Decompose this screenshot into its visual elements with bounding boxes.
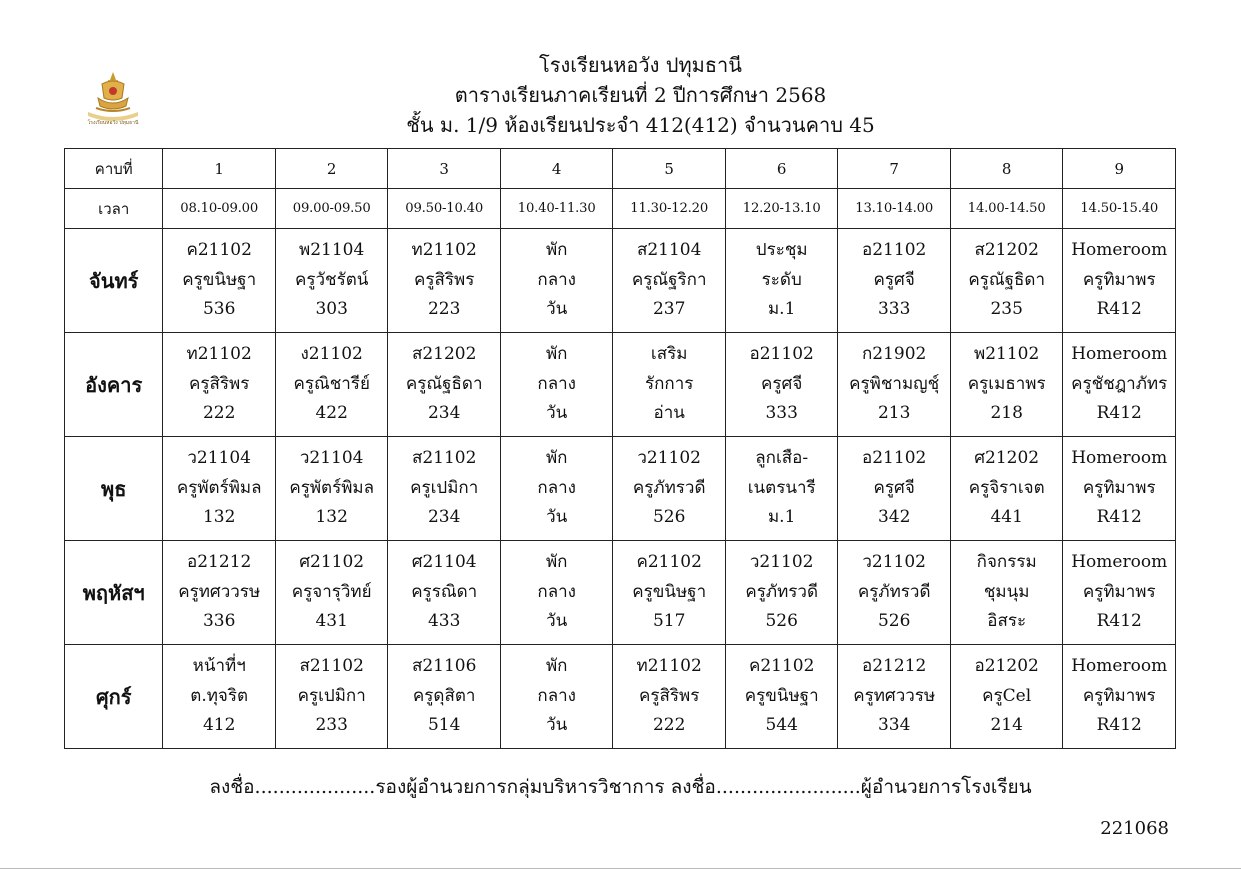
subject-code: พัก <box>545 448 568 469</box>
subject-code: ส21102 <box>299 656 364 677</box>
subject-code: ท21102 <box>186 344 252 365</box>
teacher-name: ชุมนุม <box>983 581 1030 602</box>
subject-code: อ21102 <box>862 448 927 469</box>
class-slot <box>613 645 726 749</box>
teacher-name: ครูทิมาพร <box>1082 477 1156 498</box>
subject-code: ท21102 <box>411 240 477 261</box>
time-label: เวลา <box>65 189 163 229</box>
room-number: 433 <box>427 611 461 632</box>
teacher-name: ครูศจี <box>873 477 915 498</box>
teacher-name: กลาง <box>537 581 576 602</box>
period-time: 14.50-15.40 <box>1063 189 1176 229</box>
room-number: 213 <box>877 403 911 424</box>
subject-code: ศ21202 <box>974 448 1040 469</box>
class-info: ชั้น ม. 1/9 ห้องเรียนประจำ 412(412) จำนวนคาบ 45 <box>406 113 875 137</box>
class-slot <box>275 229 388 333</box>
class-slot <box>950 437 1063 541</box>
teacher-name: ครูศจี <box>761 373 803 394</box>
subject-code: ค21102 <box>636 552 702 573</box>
teacher-name: ครูขนิษฐา <box>182 269 257 290</box>
teacher-name: กลาง <box>537 477 576 498</box>
period-number: 7 <box>838 149 951 189</box>
teacher-name: ครูศจี <box>873 269 915 290</box>
class-slot <box>725 229 838 333</box>
class-slot <box>500 645 613 749</box>
period-number: 8 <box>950 149 1063 189</box>
teacher-name: ต.ทุจริต <box>190 685 249 706</box>
period-time: 09.00-09.50 <box>275 189 388 229</box>
subject-code: อ21212 <box>187 552 252 573</box>
class-slot <box>725 541 838 645</box>
teacher-name: เนตรนารี <box>747 477 816 498</box>
room-number: 336 <box>202 611 236 632</box>
teacher-name: ครูสิริพร <box>414 269 475 290</box>
teacher-name: ครูพัตร์พิมล <box>176 477 262 498</box>
page-header <box>0 50 1241 140</box>
room-number: 441 <box>990 507 1023 528</box>
teacher-name: ครูภัทรวดี <box>857 581 931 602</box>
teacher-name: ครูณิชารีย์ <box>293 373 370 394</box>
subject-code: Homeroom <box>1071 552 1168 573</box>
day-name: อังคาร <box>65 333 163 437</box>
period-number: 3 <box>388 149 501 189</box>
period-number: 6 <box>725 149 838 189</box>
teacher-name: ครูรณิดา <box>411 581 478 602</box>
room-number: R412 <box>1096 299 1142 320</box>
class-slot <box>950 541 1063 645</box>
teacher-name: ครูสิริพร <box>189 373 250 394</box>
room-number: 235 <box>990 299 1023 320</box>
subject-code: ลูกเสือ- <box>755 448 809 469</box>
logo-caption: โรงเรียนหอวัง ปทุมธานี <box>87 120 139 126</box>
period-time: 08.10-09.00 <box>163 189 276 229</box>
subject-code: ว21102 <box>862 552 926 573</box>
room-number: 333 <box>765 403 798 424</box>
teacher-name: ครูเมธาพร <box>967 373 1046 394</box>
class-slot <box>1063 541 1176 645</box>
class-slot <box>725 333 838 437</box>
class-slot <box>388 437 501 541</box>
room-number: 223 <box>427 299 461 320</box>
room-number: 303 <box>315 299 348 320</box>
teacher-name: ครูณัฐริกา <box>631 269 707 290</box>
room-number: 237 <box>652 299 686 320</box>
room-number: วัน <box>546 611 568 632</box>
teacher-name: ครูขนิษฐา <box>632 581 707 602</box>
subject-code: ประชุม <box>755 240 808 261</box>
timetable <box>64 148 1176 749</box>
room-number: 222 <box>202 403 236 424</box>
class-slot <box>163 541 276 645</box>
class-slot <box>838 437 951 541</box>
period-row <box>65 149 1176 189</box>
class-slot <box>163 229 276 333</box>
class-slot <box>725 645 838 749</box>
class-slot <box>838 229 951 333</box>
class-slot <box>500 541 613 645</box>
room-number: 214 <box>990 715 1023 736</box>
class-slot <box>838 541 951 645</box>
room-number: 234 <box>427 403 461 424</box>
teacher-name: ครูทิมาพร <box>1082 581 1156 602</box>
period-time: 09.50-10.40 <box>388 189 501 229</box>
subject-code: ศ21102 <box>299 552 365 573</box>
subject-code: อ21102 <box>749 344 814 365</box>
class-slot <box>275 333 388 437</box>
subject-code: Homeroom <box>1071 240 1168 261</box>
class-slot <box>1063 333 1176 437</box>
subject-code: พ21104 <box>299 240 365 261</box>
day-row <box>65 645 1176 749</box>
teacher-name: ครูพัตร์พิมล <box>289 477 375 498</box>
subject-code: ง21102 <box>300 344 363 365</box>
day-row <box>65 229 1176 333</box>
room-number: 234 <box>427 507 461 528</box>
class-slot <box>163 437 276 541</box>
room-number: 222 <box>652 715 686 736</box>
subject-code: ศ21104 <box>411 552 477 573</box>
room-number: 218 <box>990 403 1023 424</box>
room-number: R412 <box>1096 611 1142 632</box>
teacher-name: ครูเปมิกา <box>410 477 479 498</box>
teacher-name: กลาง <box>537 269 576 290</box>
subject-code: ค21102 <box>186 240 252 261</box>
day-row <box>65 437 1176 541</box>
bottom-divider <box>0 868 1241 869</box>
day-name: จันทร์ <box>65 229 163 333</box>
subject-code: อ21212 <box>862 656 927 677</box>
day-row <box>65 541 1176 645</box>
room-number: อิสระ <box>987 611 1027 632</box>
teacher-name: ระดับ <box>761 269 802 290</box>
class-slot <box>613 333 726 437</box>
room-number: 526 <box>652 507 686 528</box>
subject-code: ท21102 <box>636 656 702 677</box>
teacher-name: กลาง <box>537 373 576 394</box>
room-number: วัน <box>546 299 568 320</box>
school-name: โรงเรียนหอวัง ปทุมธานี <box>539 53 742 77</box>
class-slot <box>163 333 276 437</box>
term-title: ตารางเรียนภาคเรียนที่ 2 ปีการศึกษา 2568 <box>454 83 827 107</box>
day-name: ศุกร์ <box>65 645 163 749</box>
teacher-name: ครูเปมิกา <box>297 685 366 706</box>
day-row <box>65 333 1176 437</box>
period-number: 9 <box>1063 149 1176 189</box>
class-slot <box>275 437 388 541</box>
class-slot <box>388 333 501 437</box>
class-slot <box>500 229 613 333</box>
teacher-name: ครูจารุวิทย์ <box>291 581 372 602</box>
class-slot <box>500 437 613 541</box>
room-number: 544 <box>765 715 798 736</box>
class-slot <box>838 333 951 437</box>
period-number: 4 <box>500 149 613 189</box>
class-slot <box>950 229 1063 333</box>
room-number: 517 <box>652 611 686 632</box>
period-time: 13.10-14.00 <box>838 189 951 229</box>
period-number: 1 <box>163 149 276 189</box>
room-number: 412 <box>202 715 236 736</box>
class-slot <box>950 645 1063 749</box>
room-number: R412 <box>1096 715 1142 736</box>
subject-code: กิจกรรม <box>976 552 1037 573</box>
class-slot <box>388 541 501 645</box>
subject-code: Homeroom <box>1071 656 1168 677</box>
teacher-name: ครูภัทรวดี <box>632 477 706 498</box>
class-slot <box>1063 437 1176 541</box>
teacher-name: ครูทศววรษ <box>853 685 936 706</box>
period-time: 12.20-13.10 <box>725 189 838 229</box>
subject-code: ว21102 <box>637 448 701 469</box>
teacher-name: ครูวัชรัตน์ <box>294 269 369 290</box>
room-number: ม.1 <box>767 507 796 528</box>
day-name: พุธ <box>65 437 163 541</box>
document-code: 221068 <box>1100 818 1169 839</box>
class-slot <box>388 229 501 333</box>
room-number: 526 <box>765 611 798 632</box>
room-number: 514 <box>427 715 461 736</box>
class-slot <box>613 541 726 645</box>
subject-code: อ21102 <box>862 240 927 261</box>
teacher-name: ครูณัฐธิดา <box>405 373 483 394</box>
subject-code: พัก <box>545 656 568 677</box>
room-number: อ่าน <box>653 403 685 424</box>
class-slot <box>725 437 838 541</box>
subject-code: Homeroom <box>1071 448 1168 469</box>
period-label: คาบที่ <box>65 149 163 189</box>
class-slot <box>388 645 501 749</box>
room-number: 233 <box>315 715 348 736</box>
teacher-name: ครูCel <box>982 685 1032 706</box>
period-time: 10.40-11.30 <box>500 189 613 229</box>
subject-code: อ21202 <box>974 656 1039 677</box>
subject-code: ว21104 <box>299 448 364 469</box>
teacher-name: ครูจิราเจต <box>968 477 1045 498</box>
subject-code: Homeroom <box>1071 344 1168 365</box>
class-slot <box>838 645 951 749</box>
period-number: 2 <box>275 149 388 189</box>
class-slot <box>275 645 388 749</box>
subject-code: ส21202 <box>411 344 477 365</box>
teacher-name: กลาง <box>537 685 576 706</box>
class-slot <box>613 229 726 333</box>
class-slot <box>613 437 726 541</box>
period-time: 14.00-14.50 <box>950 189 1063 229</box>
subject-code: ส21202 <box>974 240 1039 261</box>
teacher-name: ครูภัทรวดี <box>745 581 818 602</box>
period-number: 5 <box>613 149 726 189</box>
teacher-name: ครูสิริพร <box>639 685 700 706</box>
class-slot <box>1063 645 1176 749</box>
day-name: พฤหัสฯ <box>65 541 163 645</box>
room-number: วัน <box>546 403 568 424</box>
subject-code: ว21102 <box>749 552 814 573</box>
room-number: วัน <box>546 507 568 528</box>
class-slot <box>1063 229 1176 333</box>
class-slot <box>275 541 388 645</box>
subject-code: พัก <box>545 240 568 261</box>
room-number: 334 <box>877 715 911 736</box>
teacher-name: ครูทิมาพร <box>1082 269 1156 290</box>
room-number: 526 <box>877 611 911 632</box>
room-number: 342 <box>877 507 911 528</box>
teacher-name: รักการ <box>644 373 694 394</box>
teacher-name: ครูณัฐธิดา <box>968 269 1045 290</box>
room-number: 333 <box>877 299 911 320</box>
teacher-name: ครูดุสิตา <box>412 685 476 706</box>
room-number: 422 <box>315 403 348 424</box>
room-number: ม.1 <box>767 299 796 320</box>
subject-code: หน้าที่ฯ <box>192 656 246 677</box>
subject-code: ว21104 <box>187 448 251 469</box>
class-slot <box>950 333 1063 437</box>
class-slot <box>163 645 276 749</box>
subject-code: ส21102 <box>411 448 477 469</box>
period-time: 11.30-12.20 <box>613 189 726 229</box>
room-number: วัน <box>546 715 568 736</box>
teacher-name: ครูขนิษฐา <box>744 685 819 706</box>
subject-code: ค21102 <box>748 656 815 677</box>
class-slot <box>500 333 613 437</box>
subject-code: พ21102 <box>974 344 1040 365</box>
subject-code: ส21106 <box>411 656 477 677</box>
subject-code: ส21104 <box>636 240 702 261</box>
room-number: 132 <box>202 507 236 528</box>
subject-code: ก21902 <box>862 344 927 365</box>
teacher-name: ครูชัชฎาภัทร <box>1071 373 1168 394</box>
subject-code: พัก <box>545 552 568 573</box>
subject-code: พัก <box>545 344 568 365</box>
signature-line: ลงชื่อ....................รองผู้อำนวยการกลุ่มบริหารวิชาการ ลงชื่อ........................ผู้อำนวยการโรงเรียน <box>209 776 1032 798</box>
room-number: R412 <box>1096 507 1142 528</box>
room-number: R412 <box>1096 403 1142 424</box>
teacher-name: ครูพิชามญชุ์ <box>849 373 940 394</box>
room-number: 431 <box>315 611 348 632</box>
teacher-name: ครูทิมาพร <box>1082 685 1156 706</box>
teacher-name: ครูทศววรษ <box>178 581 261 602</box>
room-number: 132 <box>315 507 348 528</box>
time-row <box>65 189 1176 229</box>
subject-code: เสริม <box>650 344 688 365</box>
room-number: 536 <box>202 299 236 320</box>
